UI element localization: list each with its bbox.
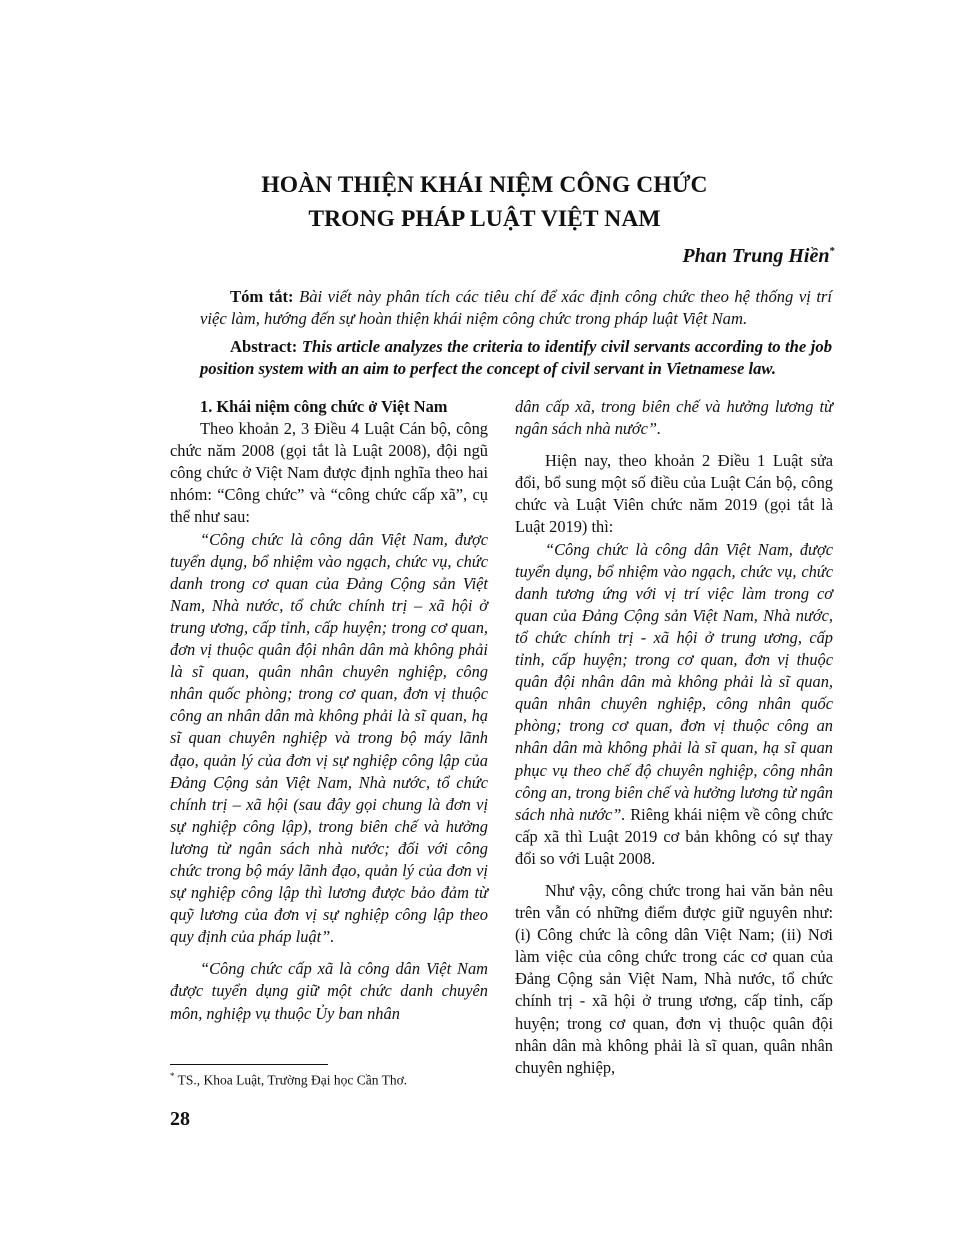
quote-civil-servant-2019: “Công chức là công dân Việt Nam, được tuyển dụng, bổ nhiệm vào ngạch, chức vụ, chức danh tương ứng với vị trí việc làm trong cơ quan của Đảng Cộng sản Việt Nam, Nhà nước, tổ chức chính trị - xã hội ở trung ương, cấp tỉnh, cấp huyện; trong cơ quan, đơn vị thuộc quân đội nhân dân mà không phải là sĩ quan, quân nhân chuyên nghiệp, công nhân quốc phòng; trong cơ quan, đơn vị thuộc công an nhân dân mà không phải là sĩ quan, hạ sĩ quan phục vụ theo chế độ chuyên nghiệp, công nhân công an, trong biên chế và hưởng lương từ ngân sách nhà nước”.: [515, 539, 833, 824]
quote-commune-civil-servant: “Công chức cấp xã là công dân Việt Nam được tuyển dụng giữ một chức danh chuyên môn, nghiệp vụ thuộc Ủy ban nhân: [170, 959, 488, 1023]
footnote: [170, 1071, 407, 1089]
footnote-text: TS., Khoa Luật, Trường Đại học Cần Thơ.: [174, 1072, 408, 1088]
paragraph-quote-2019: [515, 539, 833, 870]
title-line-2: TRONG PHÁP LUẬT VIỆT NAM: [308, 206, 661, 232]
abstract-vi-text: Bài viết này phân tích các tiêu chí để xác định công chức theo hệ thống vị trí việc làm, hướng đến sự hoàn thiện khái niệm công chức trong pháp luật Việt Nam.: [200, 287, 832, 328]
footnote-divider: [170, 1064, 328, 1065]
page-number: 28: [170, 1108, 190, 1130]
commune-note: Riêng khái niệm về công chức cấp xã thì Luật 2019 cơ bản không có sự thay đổi so với Luật 2008.: [515, 804, 833, 868]
section-heading: 1. Khái niệm công chức ở Việt Nam: [200, 397, 448, 416]
abstract-vietnamese: [200, 286, 832, 330]
paragraph-law-2019: Hiện nay, theo khoản 2 Điều 1 Luật sửa đổi, bổ sung một số điều của Luật Cán bộ, công chức và Luật Viên chức năm 2019 (gọi tắt là Luật 2019) thì:: [515, 451, 833, 537]
quote-civil-servant-2008: “Công chức là công dân Việt Nam, được tuyển dụng, bổ nhiệm vào ngạch, chức vụ, chức danh trong cơ quan của Đảng Cộng sản Việt Nam, Nhà nước, tổ chức chính trị – xã hội ở trung ương, cấp tỉnh, cấp huyện; trong cơ quan, đơn vị thuộc quân đội nhân dân mà không phải là sĩ quan, quân nhân chuyên nghiệp, công nhân quốc phòng; trong cơ quan, đơn vị thuộc công an nhân dân mà không phải là sĩ quan, hạ sĩ quan chuyên nghiệp và trong bộ máy lãnh đạo, quản lý của đơn vị sự nghiệp công lập của Đảng Cộng sản Việt Nam, Nhà nước, tổ chức chính trị – xã hội (sau đây gọi chung là đơn vị sự nghiệp công lập), trong biên chế và hưởng lương từ ngân sách nhà nước; đối với công chức trong bộ máy lãnh đạo, quản lý của đơn vị sự nghiệp công lập thì lương được bảo đảm từ quỹ lương của đơn vị sự nghiệp công lập theo quy định của pháp luật”.: [170, 529, 488, 947]
quote-commune-civil-servant-continued: dân cấp xã, trong biên chế và hưởng lương từ ngân sách nhà nước”.: [515, 397, 833, 439]
article-title: [0, 168, 969, 236]
abstract-en-label: Abstract:: [230, 337, 298, 356]
abstract-vi-label: Tóm tắt:: [230, 287, 294, 306]
author-name: Phan Trung Hiền: [682, 245, 830, 267]
abstract-english: [200, 336, 832, 380]
paragraph-law-2008: Theo khoản 2, 3 Điều 4 Luật Cán bộ, công chức năm 2008 (gọi tắt là Luật 2008), đội ngũ công chức ở Việt Nam được định nghĩa theo hai nhóm: “Công chức” và “công chức cấp xã”, cụ thể như sau:: [170, 419, 488, 527]
footnote-mark: *: [170, 1071, 175, 1081]
abstract-en-text: This article analyzes the criteria to identify civil servants according to the job position system with an aim to perfect the concept of civil servant in Vietnamese law.: [200, 337, 832, 378]
left-column: [170, 396, 488, 1025]
author-footnote-mark: *: [829, 245, 835, 257]
title-line-1: HOÀN THIỆN KHÁI NIỆM CÔNG CHỨC: [261, 172, 708, 198]
paragraph-comparison: Như vậy, công chức trong hai văn bản nêu trên vẫn có những điểm được giữ nguyên như: (i) Công chức là công dân Việt Nam; (ii) Nơi làm việc của công chức trong các cơ quan của Đảng Cộng sản Việt Nam, Nhà nước, tổ chức chính trị - xã hội ở trung ương, cấp tỉnh, cấp huyện; trong cơ quan, đơn vị thuộc quân đội nhân dân mà không phải là sĩ quan, quân nhân chuyên nghiệp,: [515, 880, 833, 1077]
right-column: [515, 396, 833, 1079]
author-byline: [682, 245, 835, 268]
